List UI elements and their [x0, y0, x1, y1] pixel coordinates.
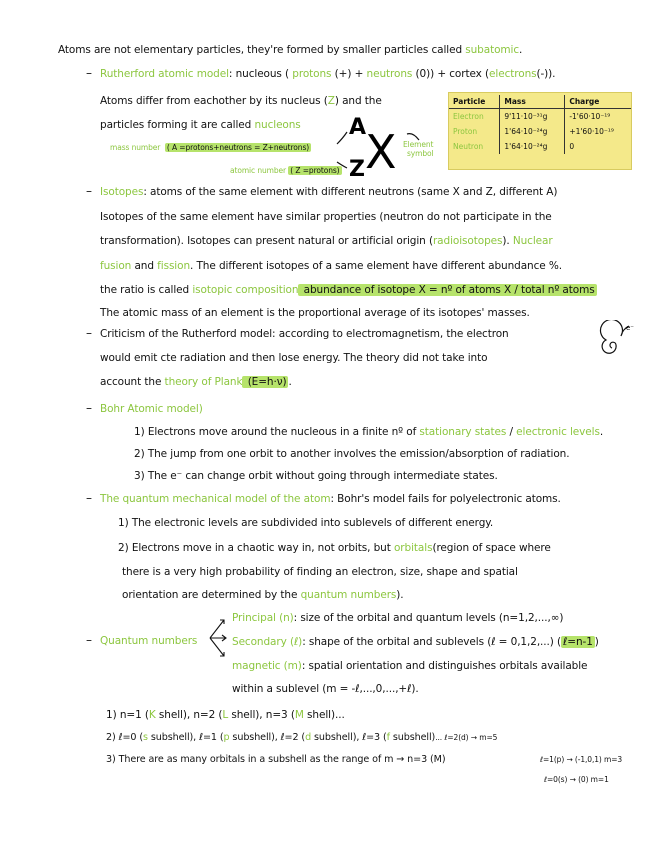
bullet-dash: – [86, 633, 92, 647]
criticism-line-3: account the theory of Plank (E=h·ν) . [100, 376, 292, 388]
table-header: Particle [449, 95, 500, 109]
qn-example-3-s: ℓ=0(s) → (0) m=1 [544, 775, 609, 784]
isotopes-line-6: The atomic mass of an element is the proportional average of its isotopes' masses. [100, 307, 530, 319]
rutherford-line-3: particles forming it are called nucleons [100, 119, 301, 131]
isotopes-line-2: Isotopes of the same element have similar properties (neutron do not participate in the [100, 211, 552, 223]
table-header: Mass [500, 95, 565, 109]
criticism-line-2: would emit cte radiation and then lose energy. The theory did not take into [100, 352, 488, 364]
bullet-dash: – [86, 401, 92, 415]
branch-arrows [208, 612, 232, 664]
bohr-title: Bohr Atomic model) [100, 403, 203, 415]
quantum-item-1: 1) The electronic levels are subdivided into sublevels of different energy. [118, 517, 494, 529]
electron-spiral-icon [586, 320, 638, 372]
table-cell: 1'64·10⁻²⁴g [500, 139, 565, 154]
table-row [449, 109, 631, 125]
table-cell: Proton [449, 124, 500, 139]
intro-line: Atoms are not elementary particles, they're formed by smaller particles called subatomic. [58, 44, 523, 56]
qn-example-3: 3) There are as many orbitals in a subshell as the range of m → n=3 (M) [106, 754, 446, 765]
bullet-dash: – [86, 491, 92, 505]
table-cell: +1'60·10⁻¹⁹ [569, 127, 614, 136]
quantum-title: The quantum mechanical model of the atom: Bohr's model fails for polyelectronic atoms. [100, 493, 561, 505]
table-row [449, 139, 631, 154]
quantum-numbers-title: Quantum numbers [100, 635, 198, 647]
bullet-dash: – [86, 66, 92, 80]
bohr-item-2: 2) The jump from one orbit to another involves the emission/absorption of radiation. [134, 448, 570, 460]
bohr-item-3: 3) The e⁻ can change orbit without going through intermediate states. [134, 470, 498, 482]
table-cell: 9'11·10⁻³¹g [500, 109, 565, 125]
atomic-number-note: atomic number ( Z =protons) [230, 166, 340, 175]
mass-number-note: mass number ( A =protons+neutrons = Z+neutrons) [110, 143, 310, 152]
isotopes-line-5: the ratio is called isotopic composition abundance of isotope X = nº of atoms X / total nº atoms [100, 284, 595, 296]
table-cell: 0 [569, 142, 575, 151]
isotopes-line-4: fusion and fission. The different isotopes of a same element have different abundance %. [100, 260, 562, 272]
element-X: X [365, 125, 397, 179]
principal-number: Principal (n): size of the orbital and quantum levels (n=1,2,...,∞) [232, 612, 564, 624]
rutherford-line-1: Rutherford atomic model: nucleous ( protons (+) + neutrons (0)) + cortex (electrons(-)). [100, 68, 556, 80]
quantum-item-2-cont-1: there is a very high probability of finding an electron, size, shape and spatial [122, 566, 518, 578]
mass-number-A: A [349, 115, 367, 140]
table-cell: Electron [449, 109, 500, 125]
qn-example-1: 1) n=1 (K shell), n=2 (L shell), n=3 (M shell)... [106, 709, 345, 721]
isotopes-line-1: Isotopes: atoms of the same element with different neutrons (same X and Z, different A) [100, 186, 558, 198]
table-cell: 1'64·10⁻²⁴g [500, 124, 565, 139]
magnetic-number: magnetic (m): spatial orientation and distinguishes orbitals available [232, 660, 588, 672]
table-cell: Neutron [449, 139, 500, 154]
quantum-item-2-cont-2: orientation are determined by the quantum numbers). [122, 589, 404, 601]
arrow-to-A [337, 132, 347, 144]
secondary-number: Secondary (ℓ): shape of the orbital and sublevels (ℓ = 0,1,2,...) ( ℓ=n-1 ) [232, 636, 599, 648]
atomic-number-Z: Z [349, 157, 365, 180]
quantum-item-2: 2) Electrons move in a chaotic way in, not orbits, but orbitals(region of space where [118, 542, 551, 554]
element-symbol-label: Element symbol [403, 140, 434, 158]
table-row [449, 124, 631, 139]
table-cell: -1'60·10⁻¹⁹ [569, 112, 611, 121]
rutherford-line-2: Atoms differ from eachother by its nucleus (Z) and the [100, 95, 382, 107]
criticism-line-1: Criticism of the Rutherford model: according to electromagnetism, the electron [100, 328, 509, 340]
arrow-to-Z [337, 162, 347, 168]
bullet-dash: – [86, 326, 92, 340]
isotopes-line-3: transformation). Isotopes can present natural or artificial origin (radioisotopes). Nuclear [100, 235, 553, 247]
qn-example-3-p: ℓ=1(p) → (-1,0,1) m=3 [540, 755, 623, 764]
bohr-item-1: 1) Electrons move around the nucleous in a finite nº of stationary states / electronic levels. [134, 426, 604, 438]
bullet-dash: – [86, 184, 92, 198]
nuclide-notation-diagram [335, 110, 455, 180]
qn-example-2: 2) ℓ=0 (s subshell), ℓ=1 (p subshell), ℓ=2 (d subshell), ℓ=3 (f subshell)... ℓ=2(d) → m=5 [106, 732, 498, 743]
particle-table [448, 92, 632, 170]
magnetic-number-cont: within a sublevel (m = -ℓ,...,0,...,+ℓ). [232, 683, 419, 695]
table-header: Charge [565, 95, 631, 109]
svg-text:e⁻: e⁻ [626, 324, 635, 332]
